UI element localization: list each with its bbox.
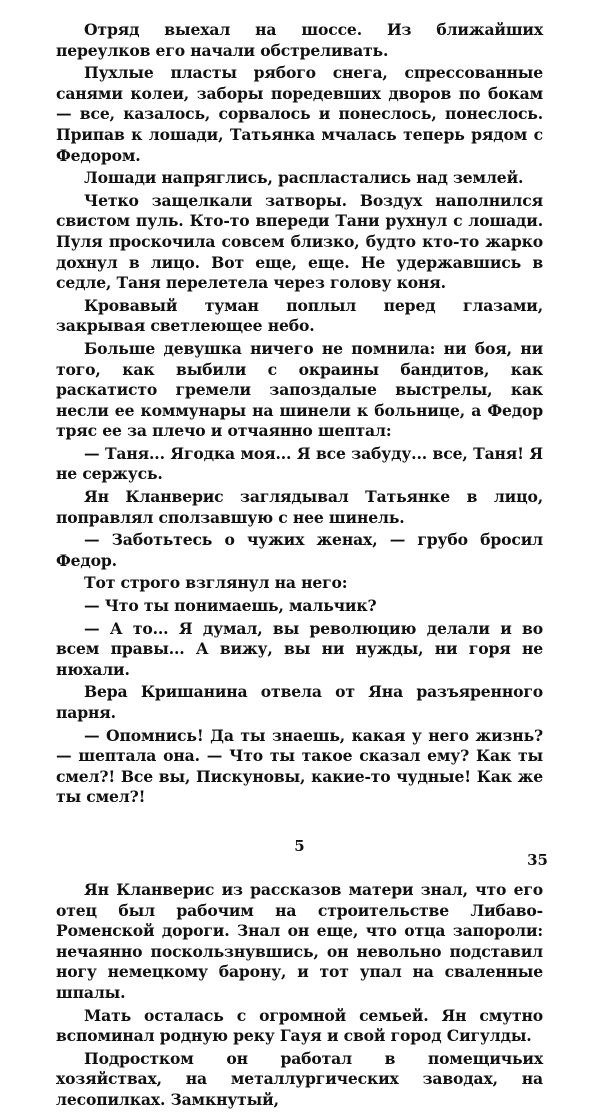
paragraph: Ян Кланверис заглядывал Татьянке в лицо, поправлял сползавшую с нее шинель. <box>56 487 543 527</box>
paragraph: Тот строго взглянул на него: <box>84 573 348 593</box>
paragraph: Ян Кланверис из рассказов матери знал, что его отец был рабочим на строительстве Либаво-Роменской дороги. Знал он еще, что отца запороли: нечаянно поскользнувшись, он невольно подставил ногу немецкому барону, и тот упал на сваленные шпалы. <box>56 879 543 1002</box>
paragraph: Больше девушка ничего не помнила: ни боя, ни того, как выбили с окраины бандитов, как раскатисто гремели запоздалые выстрелы, как несли ее коммунары на шинели к больнице, а Федор тряс ее за плечо и отчаянно шептал: <box>56 338 543 441</box>
paragraph: Вера Кришанина отвела от Яна разъяренного парня. <box>56 682 543 722</box>
paragraph: — Таня... Ягодка моя... Я все забуду... все, Таня! Я не сержусь. <box>56 443 543 484</box>
paragraph: Мать осталась с огромной семьей. Ян смутно вспоминал родную реку Гауя и свой город Сигулды. <box>56 1005 543 1046</box>
paragraph: Четко защелкали затворы. Воздух наполнился свистом пуль. Кто-то впереди Тани рухнул с лошади. Пуля проскочила совсем близко, будто кто-то жарко дохнул в лицо. Вот еще, еще. Не удержавшись в седле, Таня перелетела через голову коня. <box>56 190 543 293</box>
section-number: 5 <box>294 836 305 855</box>
paragraph: Пухлые пласты рябого снега, спрессованные санями колеи, заборы поредевших дворов по бокам — все, казалось, сорвалось и понеслось, понеслось. Припав к лошади, Татьянка мчалась теперь рядом с Федором. <box>56 63 543 165</box>
body-text <box>56 20 543 1113</box>
paragraph: Кровавый туман поплыл перед глазами, закрывая светлеющее небо. <box>56 295 543 336</box>
paragraph: Отряд выехал на шоссе. Из ближайших переулков его начали обстреливать. <box>56 20 543 60</box>
page-number: 35 <box>527 851 548 869</box>
paragraph: — Заботьтесь о чужих женах, — грубо бросил Федор. <box>56 530 543 570</box>
paragraph: — А то... Я думал, вы революцию делали и во всем правы... А вижу, вы ни нужды, ни горя не нюхали. <box>56 618 543 679</box>
paragraph: — Что ты понимаешь, мальчик? <box>84 596 377 616</box>
paragraph: — Опомнись! Да ты знаешь, какая у него жизнь? — шептала она. — Что ты такое сказал ему? Как ты смел?! Все вы, Пискуновы, какие-то чудные! Как же ты смел?! <box>56 725 543 807</box>
paragraph: Подростком он работал в помещичьих хозяйствах, на металлургических заводах, на лесопилках. Замкнутый, <box>56 1048 543 1109</box>
paragraph: Лошади напряглись, распластались над землей. <box>84 168 524 188</box>
